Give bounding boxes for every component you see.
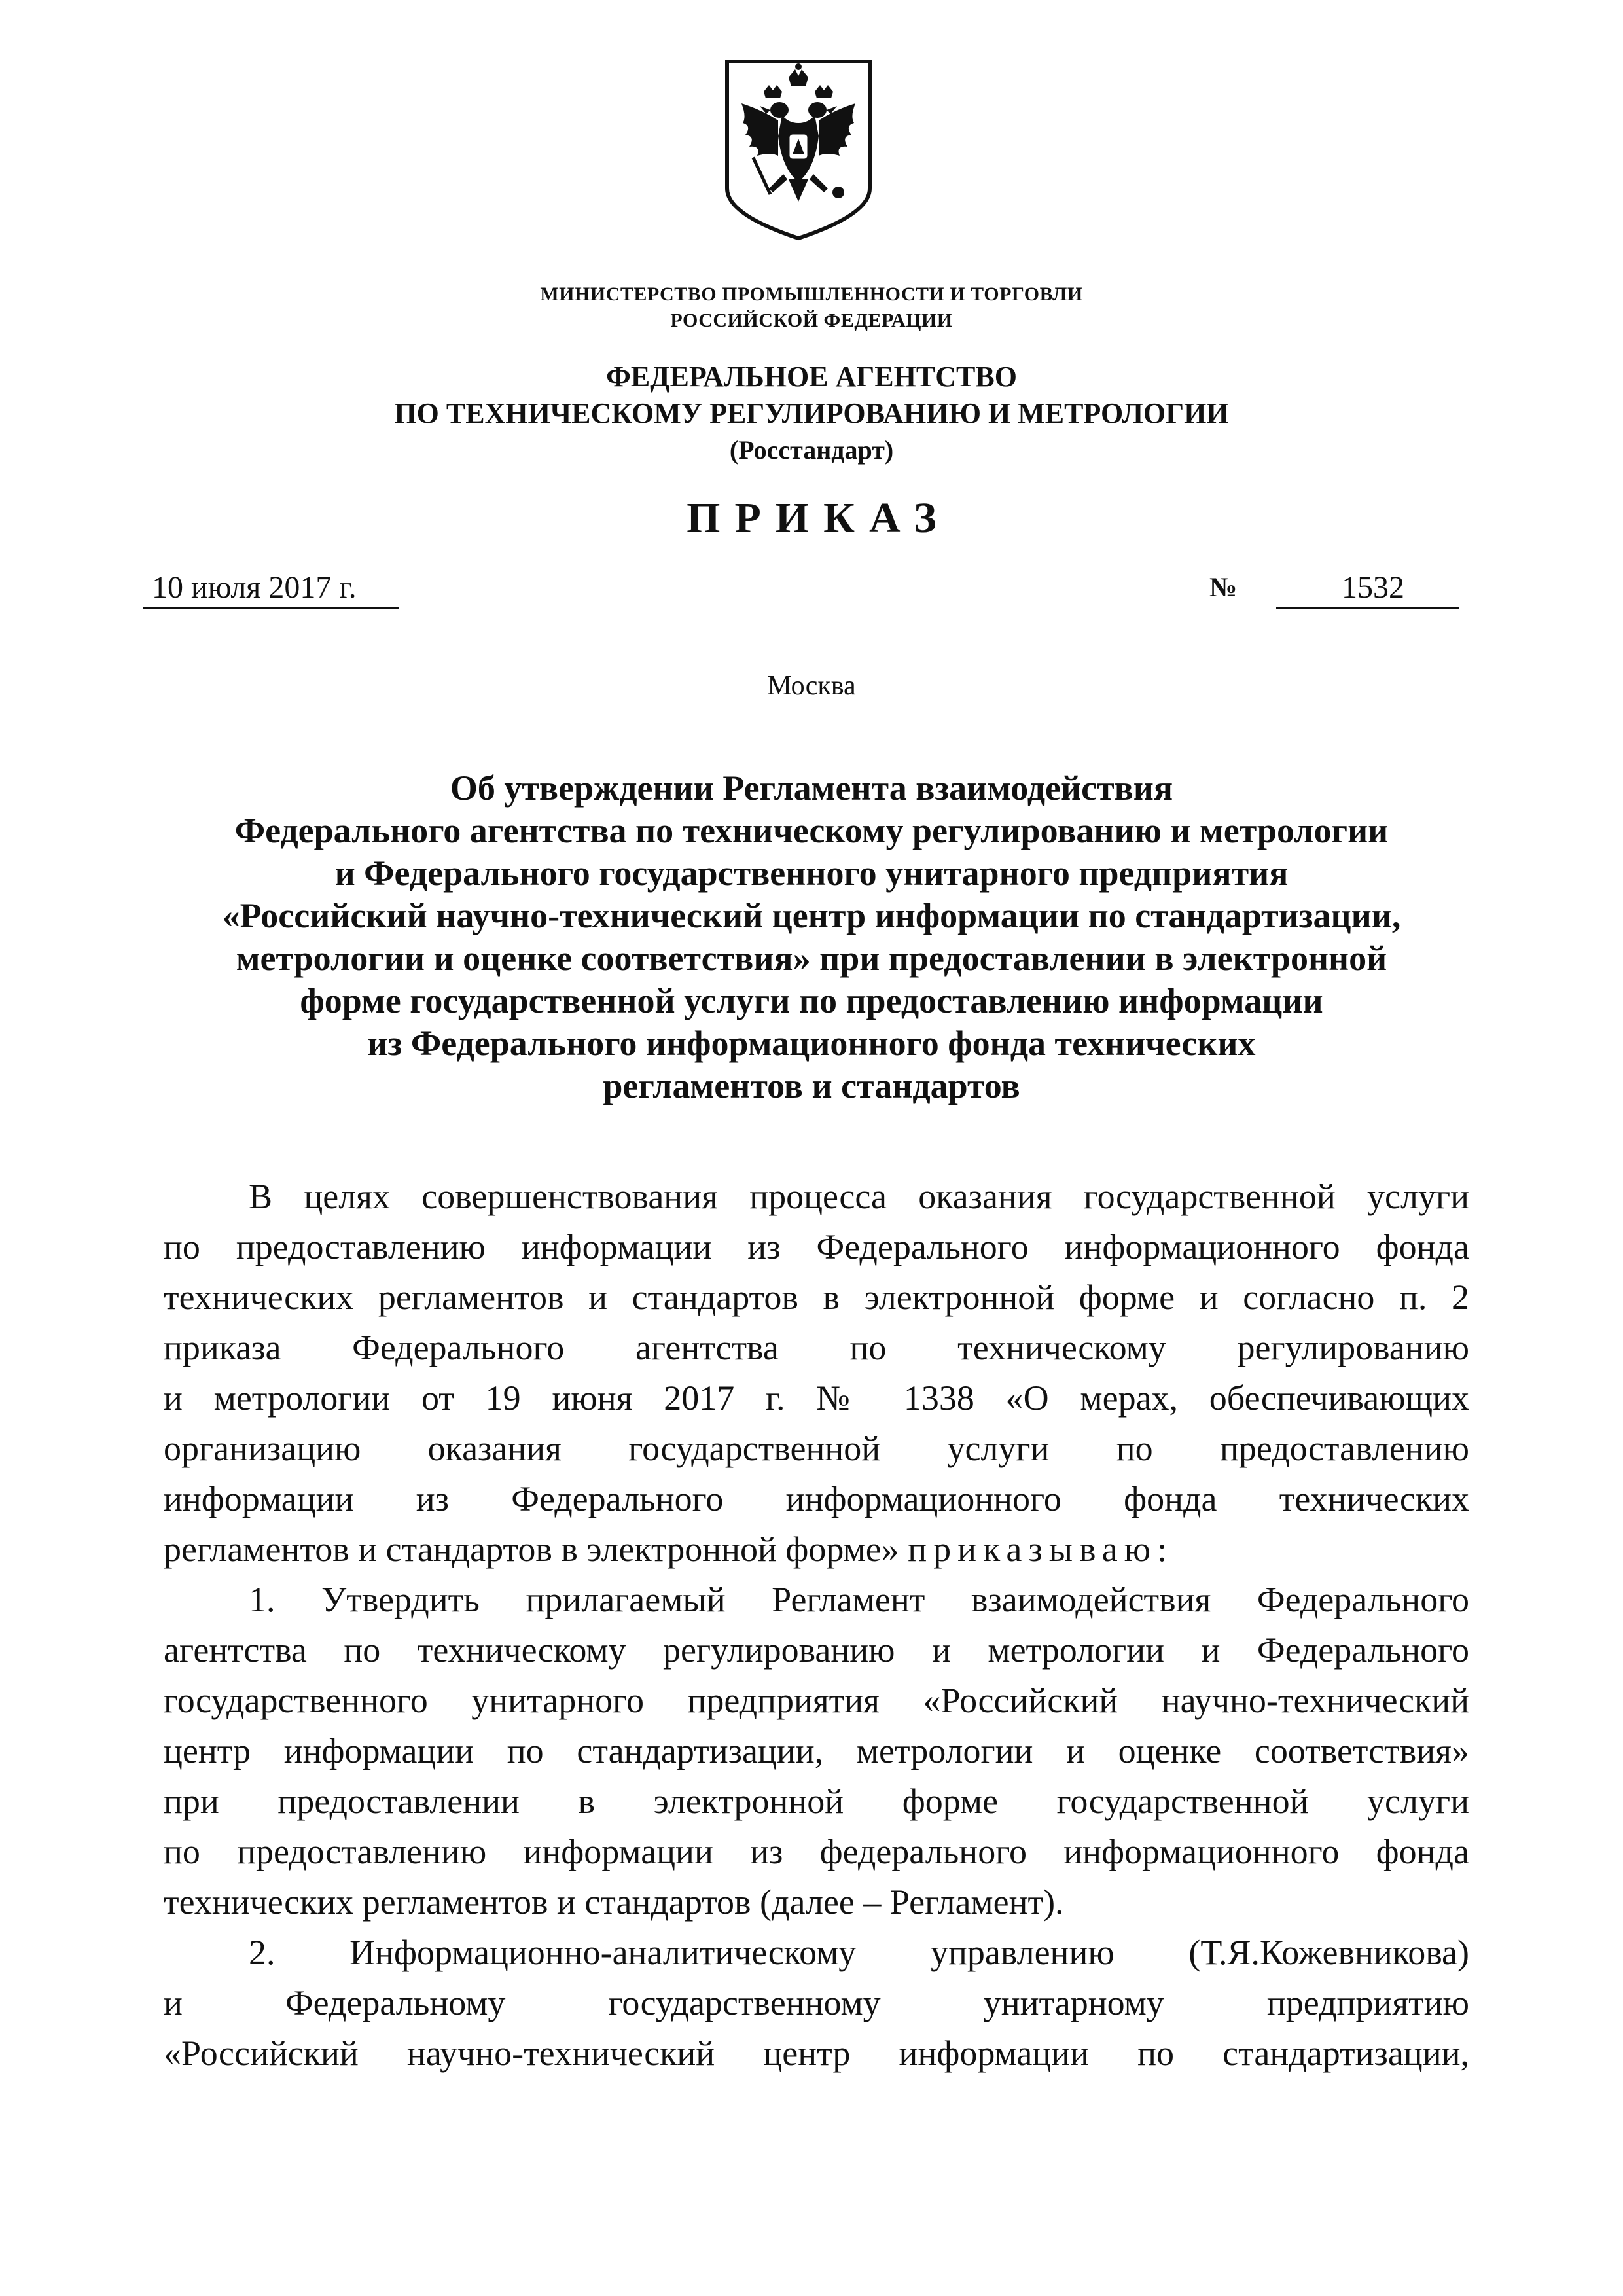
agency-name-line1: ФЕДЕРАЛЬНОЕ АГЕНТСТВО [606, 361, 1017, 393]
order-number: 1532 [1276, 568, 1459, 609]
preamble-line-end: регламентов и стандартов в электронной форме» [164, 1530, 899, 1569]
order-number-sign: № [1209, 573, 1238, 603]
ministry-name-line2: РОССИЙСКОЙ ФЕДЕРАЦИИ [670, 310, 953, 331]
subject-line: и Федерального государственного унитарного предприятия [334, 853, 1289, 893]
subject-line: метрологии и оценке соответствия» при предоставлении в электронной [236, 939, 1387, 978]
subject-line: «Российский научно-технический центр информации по стандартизации, [222, 896, 1401, 935]
preamble-line: и метрологии от 19 июня 2017 г. № 1338 «О мерах, обеспечивающих [164, 1378, 1469, 1418]
agency-short-name: (Росстандарт) [729, 435, 894, 465]
preamble-line: информации из Федерального информационного фонда технических [164, 1479, 1469, 1518]
preamble-line: организацию оказания государственной услуги по предоставлению [164, 1429, 1469, 1468]
subject-line: форме государственной услуги по предоставлению информации [300, 981, 1323, 1020]
order-subject [157, 767, 1466, 1107]
order-word: приказываю: [908, 1530, 1174, 1569]
agency-name-line2: ПО ТЕХНИЧЕСКОМУ РЕГУЛИРОВАНИЮ И МЕТРОЛОГИИ [394, 397, 1229, 429]
subject-line: Федерального агентства по техническому регулированию и метрологии [234, 811, 1389, 850]
item1-line: по предоставлению информации из федерального информационного фонда [164, 1832, 1469, 1871]
order-title: ПРИКАЗ [687, 494, 951, 542]
preamble-line: приказа Федерального агентства по техническому регулированию [164, 1328, 1469, 1367]
item2-line: 2. Информационно-аналитическому управлению (Т.Я.Кожевникова) [249, 1933, 1469, 1972]
item1-line: агентства по техническому регулированию и метрологии и Федерального [164, 1630, 1469, 1670]
preamble-last-line [164, 1524, 1469, 1575]
item1-line: 1. Утвердить прилагаемый Регламент взаимодействия Федерального [249, 1580, 1469, 1619]
subject-line: Об утверждении Регламента взаимодействия [450, 768, 1173, 808]
item1-line: при предоставлении в электронной форме государственной услуги [164, 1782, 1469, 1821]
preamble-line: технических регламентов и стандартов в электронной форме и согласно п. 2 [164, 1278, 1469, 1317]
subject-line: из Федерального информационного фонда технических [367, 1024, 1256, 1063]
item1-line: центр информации по стандартизации, метрологии и оценке соответствия» [164, 1731, 1469, 1770]
item1-line: технических регламентов и стандартов (далее – Регламент). [164, 1882, 1064, 1922]
order-city: Москва [767, 671, 856, 701]
preamble-line: по предоставлению информации из Федерального информационного фонда [164, 1227, 1469, 1266]
item2-line: и Федеральному государственному унитарному предприятию [164, 1983, 1469, 2022]
subject-line: регламентов и стандартов [603, 1066, 1020, 1105]
item1-line: государственного унитарного предприятия «Российский научно-технический [164, 1681, 1469, 1720]
order-date: 10 июля 2017 г. [143, 568, 399, 609]
item2-line: «Российский научно-технический центр информации по стандартизации, [164, 2034, 1469, 2073]
preamble-line: В целях совершенствования процесса оказания государственной услуги [249, 1177, 1469, 1216]
ministry-name-line1: МИНИСТЕРСТВО ПРОМЫШЛЕННОСТИ И ТОРГОВЛИ [540, 283, 1083, 305]
coat-of-arms-icon [723, 58, 874, 242]
order-body [164, 1172, 1469, 2079]
